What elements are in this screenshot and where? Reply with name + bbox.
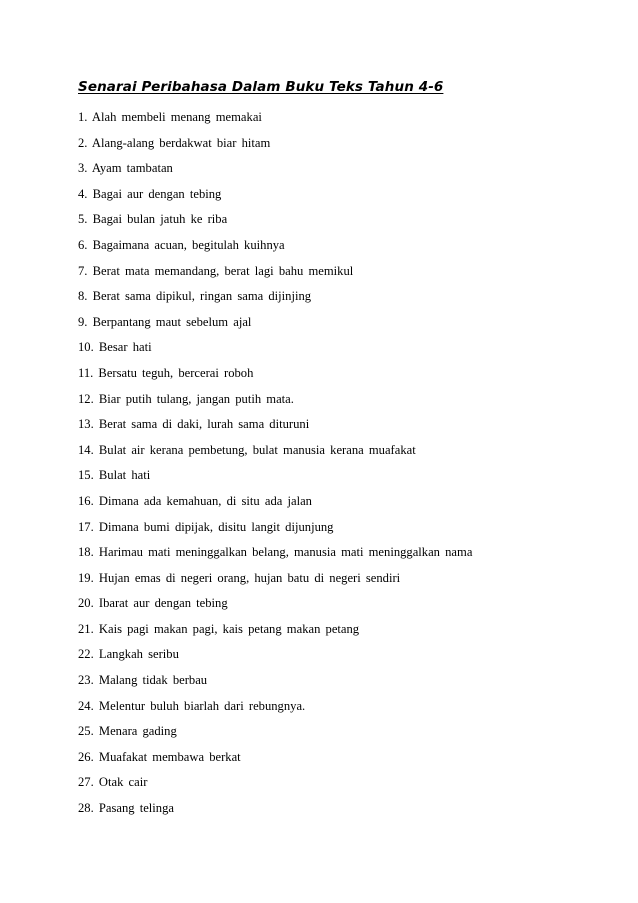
list-item: 17. Dimana bumi dipijak, disitu langit dijunjung [78, 519, 334, 534]
list-item: 19. Hujan emas di negeri orang, hujan batu di negeri sendiri [78, 570, 401, 585]
page-title: Senarai Peribahasa Dalam Buku Teks Tahun 4-6 [78, 79, 444, 95]
proverb-list [78, 109, 472, 826]
list-item: 11. Bersatu teguh, bercerai roboh [78, 365, 254, 380]
list-item: 18. Harimau mati meninggalkan belang, manusia mati meninggalkan nama [78, 545, 473, 560]
list-item: 22. Langkah seribu [78, 647, 179, 662]
list-item: 23. Malang tidak berbau [78, 673, 208, 688]
list-item: 26. Muafakat membawa berkat [78, 749, 241, 764]
list-item: 2. Alang-alang berdakwat biar hitam [78, 135, 271, 150]
list-item: 24. Melentur buluh biarlah dari rebungnya. [78, 698, 306, 713]
list-item: 5. Bagai bulan jatuh ke riba [78, 212, 228, 227]
list-item: 16. Dimana ada kemahuan, di situ ada jalan [78, 493, 312, 508]
list-item: 10. Besar hati [78, 340, 152, 355]
list-item: 8. Berat sama dipikul, ringan sama dijinjing [78, 289, 312, 304]
list-item: 6. Bagaimana acuan, begitulah kuihnya [78, 237, 285, 252]
list-item: 21. Kais pagi makan pagi, kais petang makan petang [78, 621, 360, 636]
list-item: 14. Bulat air kerana pembetung, bulat manusia kerana muafakat [78, 442, 416, 457]
list-item: 15. Bulat hati [78, 468, 151, 483]
list-item: 20. Ibarat aur dengan tebing [78, 596, 228, 611]
list-item: 1. Alah membeli menang memakai [78, 110, 262, 124]
list-item: 25. Menara gading [78, 724, 177, 739]
list-item: 28. Pasang telinga [78, 801, 174, 816]
list-item: 9. Berpantang maut sebelum ajal [78, 314, 252, 329]
list-item: 12. Biar putih tulang, jangan putih mata. [78, 391, 294, 406]
list-item: 3. Ayam tambatan [78, 161, 173, 176]
list-item: 7. Berat mata memandang, berat lagi bahu memikul [78, 263, 354, 278]
list-item: 4. Bagai aur dengan tebing [78, 186, 222, 201]
list-item: 27. Otak cair [78, 775, 148, 790]
list-item: 13. Berat sama di daki, lurah sama dituruni [78, 417, 310, 432]
